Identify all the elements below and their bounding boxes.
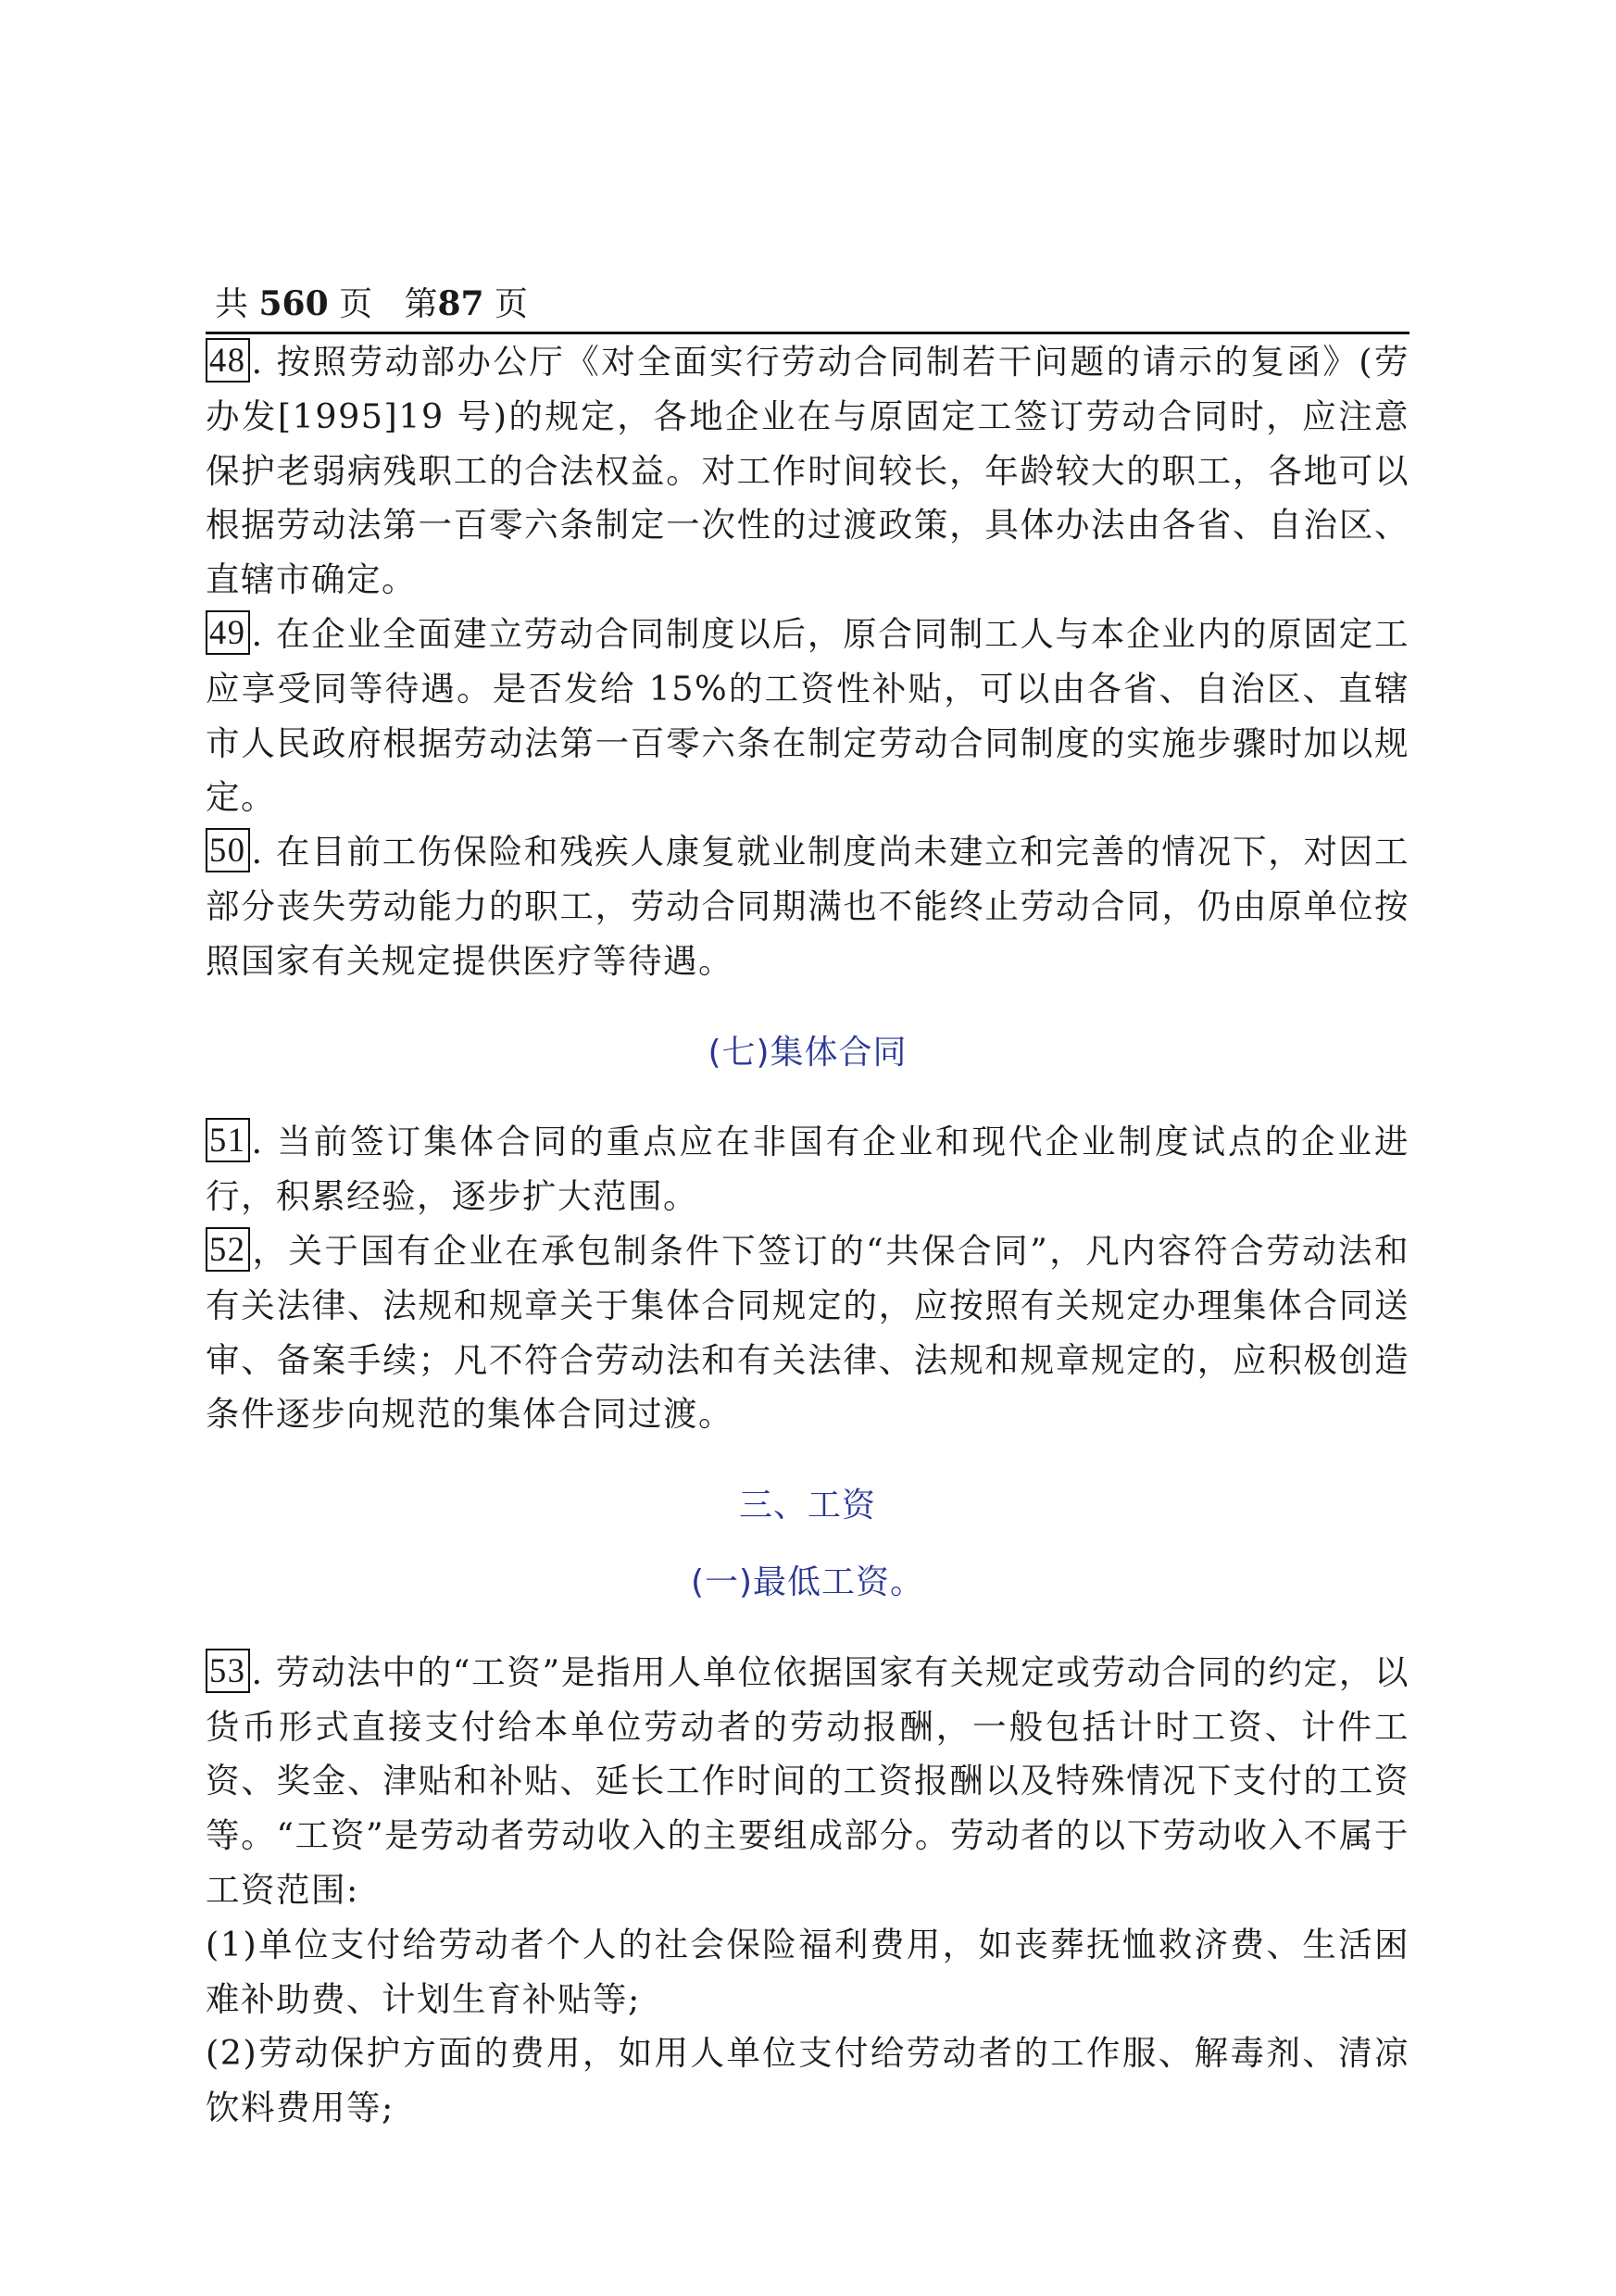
- total-pages: 560: [258, 284, 329, 323]
- article-49: [206, 608, 1409, 825]
- article-text: . 在企业全面建立劳动合同制度以后，原合同制工人与本企业内的原固定工应享受同等待遇。是否发给 15%的工资性补贴，可以由各省、自治区、直辖市人民政府根据劳动法第一百零六条在制定劳动合同制度的实施步骤时加以规定。: [206, 613, 1409, 818]
- article-50: [206, 825, 1409, 988]
- article-53: [206, 1646, 1409, 1918]
- page-unit: 页: [339, 285, 373, 323]
- article-text: . 在目前工伤保险和残疾人康复就业制度尚未建立和完善的情况下，对因工部分丧失劳动能力的职工，劳动合同期满也不能终止劳动合同，仍由原单位按照国家有关规定提供医疗等待遇。: [206, 832, 1409, 981]
- section-heading-min-wage: (一)最低工资。: [690, 1562, 925, 1601]
- article-52: [206, 1224, 1409, 1442]
- article-text: ，关于国有企业在承包制条件下签订的“共保合同”，凡内容符合劳动法和有关法律、法规和规章关于集体合同规定的，应按照有关规定办理集体合同送审、备案手续；凡不符合劳动法和有关法律、法规和规章规定的，应积极创造条件逐步向规范的集体合同过渡。: [206, 1230, 1409, 1435]
- current-page: 87: [437, 284, 484, 323]
- article-number-badge: 48: [206, 338, 250, 383]
- article-48: [206, 335, 1409, 608]
- article-51: [206, 1115, 1409, 1224]
- article-number-badge: 51: [206, 1118, 250, 1162]
- article-text: . 当前签订集体合同的重点应在非国有企业和现代企业制度试点的企业进行，积累经验，逐步扩大范围。: [206, 1122, 1409, 1217]
- page-unit: 页: [495, 285, 529, 323]
- article-text: . 劳动法中的“工资”是指用人单位依据国家有关规定或劳动合同的约定，以货币形式直接支付给本单位劳动者的劳动报酬，一般包括计时工资、计件工资、奖金、津贴和补贴、延长工作时间的工资报酬以及特殊情况下支付的工资等。“工资”是劳动者劳动收入的主要组成部分。劳动者的以下劳动收入不属于工资范围:: [206, 1651, 1409, 1910]
- document-body: [206, 335, 1409, 2136]
- chapter-heading-wages: 三、工资: [738, 1487, 876, 1525]
- article-number-badge: 49: [206, 610, 250, 655]
- list-item: (2)劳动保护方面的费用，如用人单位支付给劳动者的工作服、解毒剂、清凉饮料费用等;: [206, 2033, 1409, 2128]
- section-heading-collective-contract: (七)集体合同: [708, 1033, 908, 1072]
- page-counter: [215, 278, 1409, 330]
- article-text: . 按照劳动部办公厅《对全面实行劳动合同制若干问题的请示的复函》(劳办发[1995]19 号)的规定，各地企业在与原固定工签订劳动合同时，应注意保护老弱病残职工的合法权益。对工作时间较长，年龄较大的职工，各地可以根据劳动法第一百零六条制定一次性的过渡政策，具体办法由各省、自治区、直辖市确定。: [206, 342, 1409, 600]
- article-number-badge: 50: [206, 828, 250, 872]
- article-number-badge: 52: [206, 1227, 250, 1272]
- article-number-badge: 53: [206, 1649, 250, 1693]
- list-item: (1)单位支付给劳动者个人的社会保险福利费用，如丧葬抚恤救济费、生活困难补助费、计划生育补贴等;: [206, 1924, 1409, 2019]
- total-label: 共: [215, 285, 249, 323]
- current-label: 第: [404, 285, 438, 323]
- header-divider: [206, 332, 1409, 334]
